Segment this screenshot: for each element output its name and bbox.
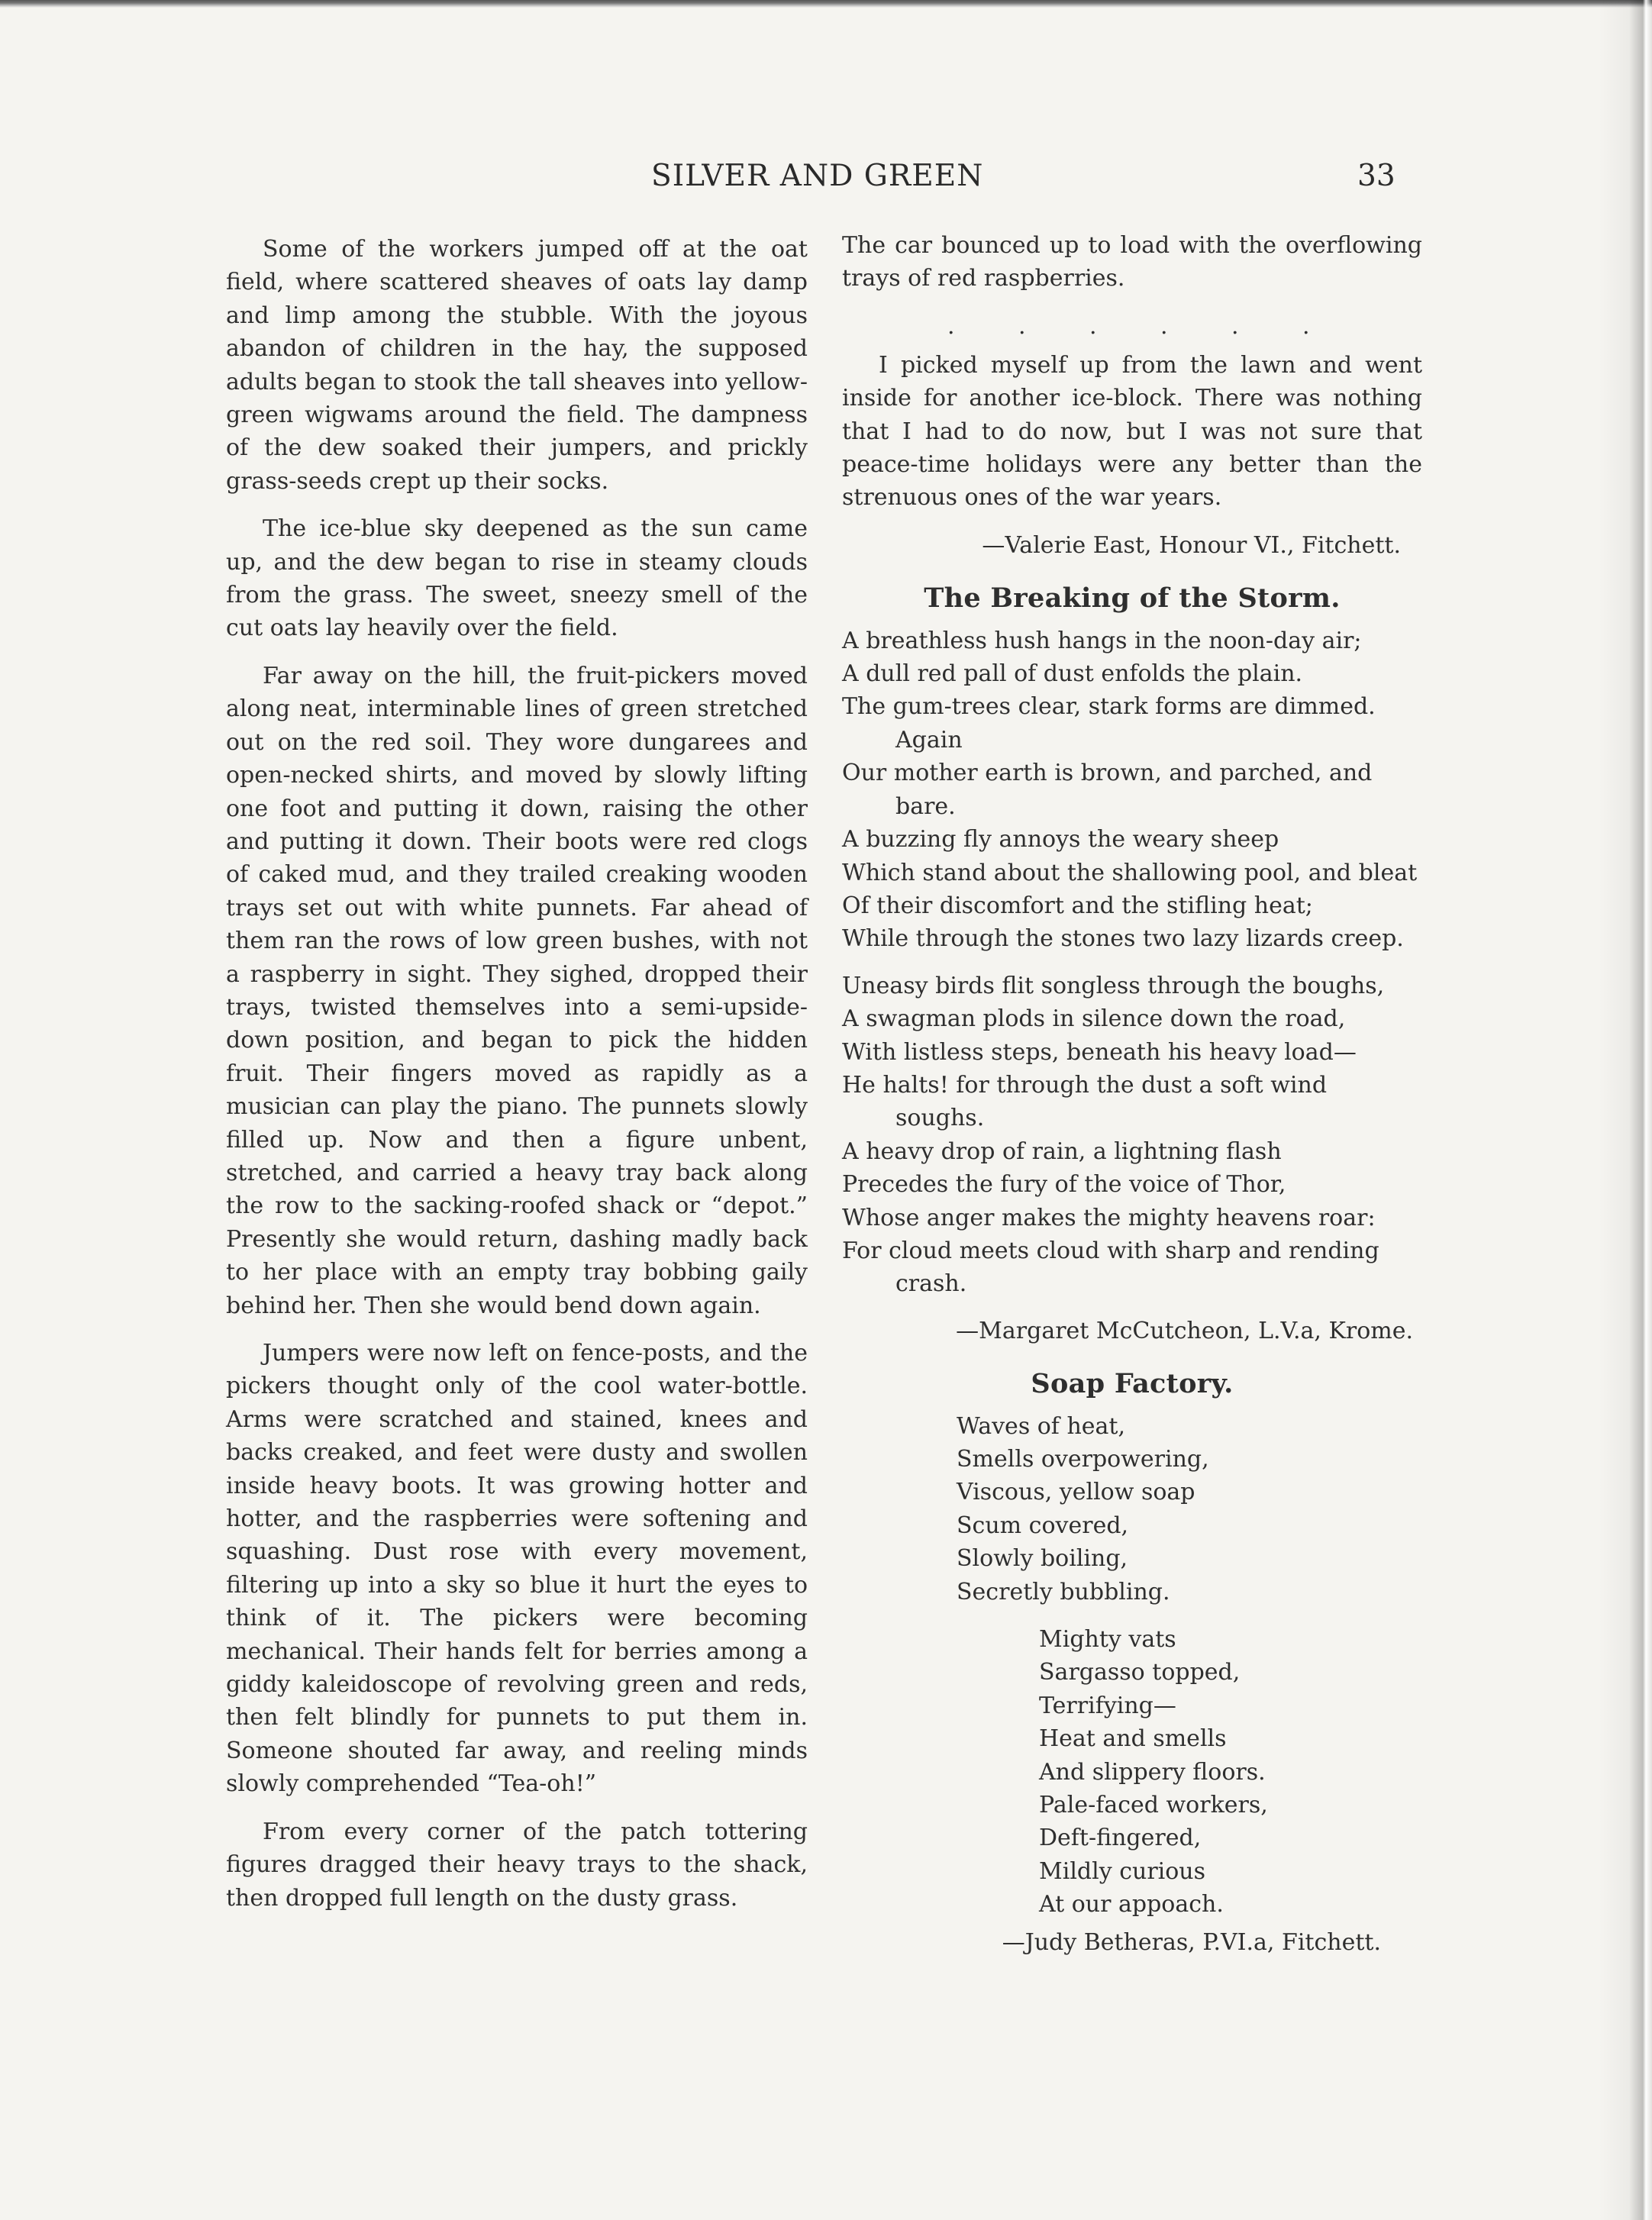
poem-line: Mildly curious xyxy=(1039,1857,1206,1885)
poem-soap-factory xyxy=(842,1410,1422,1922)
poem-line: Mighty vats xyxy=(1039,1626,1176,1654)
poem-line: Heat and smells xyxy=(1039,1725,1227,1753)
poem-byline: —Judy Betheras, P.VI.a, Fitchett. xyxy=(1002,1928,1381,1956)
stanza xyxy=(842,624,1422,956)
poem-line: And slippery floors. xyxy=(1039,1758,1266,1786)
paragraph: Some of the workers jumped off at the oat field, where scattered sheaves of oats lay damp and limp among the stubble. With the joyous abandon of children in the hay, the supposed adults began to stook the tall sheaves into yellow-green wigwams around the field. The dampness of the dew soaked their jumpers, and prickly grass-seeds crept up their socks. xyxy=(226,236,808,495)
right-column xyxy=(842,229,1422,1959)
poem-line: For cloud meets cloud with sharp and rending crash. xyxy=(842,1237,1379,1298)
poem-line: Secretly bubbling. xyxy=(957,1578,1170,1605)
poem-line: Terrifying— xyxy=(1039,1692,1176,1719)
dot: . xyxy=(1160,312,1168,340)
poem-line: Slowly boiling, xyxy=(957,1545,1128,1573)
poem-line: A swagman plods in silence down the road, xyxy=(842,1005,1346,1033)
poem-line: The gum-trees clear, stark forms are dimmed. Again xyxy=(842,693,1376,753)
paragraph: The ice-blue sky deepened as the sun came up, and the dew began to rise in steamy clouds from the grass. The sweet, sneezy smell of the cut oats lay heavily over the field. xyxy=(226,515,808,642)
dot: . xyxy=(1089,312,1097,340)
paragraph: Far away on the hill, the fruit-pickers moved along neat, interminable lines of green stretched out on the red soil. They wore dungarees and open-necked shirts, and moved by slowly lifting one foot and putting it down, raising the other and putting it down. Their boots were red clogs of caked mud, and they trailed creaking wooden trays set out with white punnets. Far ahead of them ran the rows of low green bushes, with not a raspberry in sight. They sighed, dropped their trays, twisted themselves into a semi-upside-down position, and began to pick the hidden fruit. Their fingers moved as rapidly as a musician can play the piano. The punnets slowly filled up. Now and then a figure unbent, stretched, and carried a heavy tray back along the row to the sacking-roofed shack or “depot.” Presently she would return, dashing madly back to her place with an empty tray bobbing gaily behind her. Then she would bend down again. xyxy=(226,662,808,1319)
dot: . xyxy=(1302,312,1310,340)
stanza xyxy=(842,970,1422,1301)
poem-line: Uneasy birds flit songless through the boughs, xyxy=(842,972,1385,999)
poem-line: Our mother earth is brown, and parched, and bare. xyxy=(842,760,1373,820)
poem-line: Which stand about the shallowing pool, and bleat xyxy=(842,859,1418,886)
poem-line: He halts! for through the dust a soft wind soughs. xyxy=(842,1071,1328,1132)
stanza xyxy=(842,1410,1422,1609)
paragraph: From every corner of the patch tottering figures dragged their heavy trays to the shack, then dropped full length on the dusty grass. xyxy=(226,1818,808,1912)
dot: . xyxy=(1231,312,1239,340)
poem-title: Soap Factory. xyxy=(1031,1368,1234,1400)
section-break-dots xyxy=(842,310,1422,343)
page-number: 33 xyxy=(1357,159,1395,193)
paragraph: Jumpers were now left on fence-posts, and the pickers thought only of the cool water-bottle. Arms were scratched and stained, knees and backs creaked, and feet were dusty and swollen inside heavy boots. It was growing hotter and hotter, and the raspberries were softening and squashing. Dust rose with every movement, filtering up into a sky so blue it hurt the eyes to think of it. The pickers were becoming mechanical. Their hands felt for berries among a giddy kaleidoscope of revolving green and reds, then felt blindly for punnets to put them in. Someone shouted far away, and reeling minds slowly comprehended “Tea-oh!” xyxy=(226,1340,808,1798)
poem-breaking-of-the-storm xyxy=(842,624,1422,1301)
binding-shadow xyxy=(1599,0,1652,2220)
poem-line: Of their discomfort and the stifling heat; xyxy=(842,892,1313,919)
poem-title: The Breaking of the Storm. xyxy=(924,582,1341,615)
running-title: SILVER AND GREEN xyxy=(651,159,984,193)
dot: . xyxy=(947,312,955,340)
story-byline: —Valerie East, Honour VI., Fitchett. xyxy=(982,531,1401,559)
poem-line: Whose anger makes the mighty heavens roar: xyxy=(842,1204,1376,1231)
stanza xyxy=(842,1623,1422,1922)
poem-line: Scum covered, xyxy=(957,1512,1129,1539)
left-column xyxy=(226,233,808,1929)
poem-line: Sargasso topped, xyxy=(1039,1659,1241,1686)
dot: . xyxy=(1018,312,1026,340)
poem-line: Deft-fingered, xyxy=(1039,1825,1202,1852)
poem-line: At our appoach. xyxy=(1039,1891,1224,1918)
poem-line: A heavy drop of rain, a lightning flash xyxy=(842,1137,1282,1165)
poem-line: Waves of heat, xyxy=(957,1412,1126,1440)
poem-line: A breathless hush hangs in the noon-day air; xyxy=(842,627,1362,654)
poem-byline: —Margaret McCutcheon, L.V.a, Krome. xyxy=(956,1317,1413,1344)
poem-line: A buzzing fly annoys the weary sheep xyxy=(842,826,1279,853)
poem-line: While through the stones two lazy lizards creep. xyxy=(842,925,1404,953)
poem-line: Precedes the fury of the voice of Thor, xyxy=(842,1171,1286,1199)
poem-line: Smells overpowering, xyxy=(957,1446,1209,1473)
poem-line: A dull red pall of dust enfolds the plain. xyxy=(842,660,1303,688)
closing-paragraph: I picked myself up from the lawn and went inside for another ice-block. There was nothing that I had to do now, but I was not sure that peace-time holidays were any better than the strenuous ones of the war years. xyxy=(842,351,1422,511)
top-edge-rule xyxy=(0,0,1652,8)
poem-line: Viscous, yellow soap xyxy=(957,1479,1195,1506)
poem-line: Pale-faced workers, xyxy=(1039,1792,1268,1819)
poem-line: With listless steps, beneath his heavy load— xyxy=(842,1038,1357,1066)
page-header xyxy=(0,159,1652,202)
story-continuation: The car bounced up to load with the overflowing trays of red raspberries. xyxy=(842,232,1422,292)
